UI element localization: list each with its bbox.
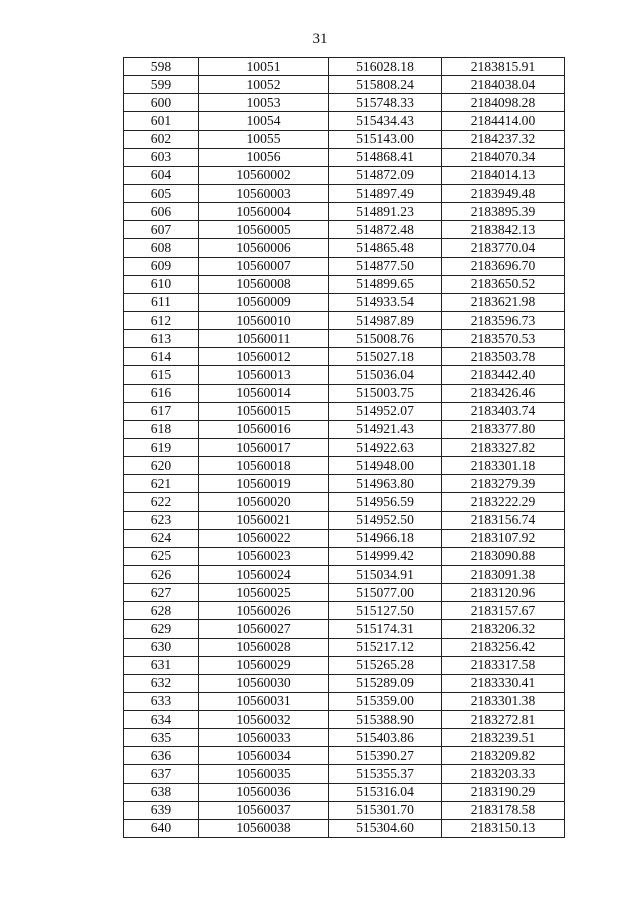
y-coordinate-cell: 2183842.13	[442, 221, 565, 239]
row-number-cell: 602	[124, 130, 199, 148]
y-coordinate-cell: 2183377.80	[442, 420, 565, 438]
y-coordinate-cell: 2183815.91	[442, 58, 565, 76]
point-id-cell: 10056	[199, 148, 329, 166]
table-row	[124, 529, 565, 547]
x-coordinate-cell: 514868.41	[329, 148, 442, 166]
row-number-cell: 615	[124, 366, 199, 384]
row-number-cell: 639	[124, 801, 199, 819]
point-id-cell: 10560038	[199, 819, 329, 837]
x-coordinate-cell: 515359.00	[329, 692, 442, 710]
table-row	[124, 511, 565, 529]
row-number-cell: 637	[124, 765, 199, 783]
table-row	[124, 239, 565, 257]
point-id-cell: 10560029	[199, 656, 329, 674]
table-row	[124, 311, 565, 329]
table-row	[124, 221, 565, 239]
table-row	[124, 674, 565, 692]
y-coordinate-cell: 2183770.04	[442, 239, 565, 257]
row-number-cell: 629	[124, 620, 199, 638]
x-coordinate-cell: 514877.50	[329, 257, 442, 275]
y-coordinate-cell: 2183650.52	[442, 275, 565, 293]
y-coordinate-cell: 2183150.13	[442, 819, 565, 837]
y-coordinate-cell: 2183570.53	[442, 330, 565, 348]
x-coordinate-cell: 515355.37	[329, 765, 442, 783]
table-row	[124, 765, 565, 783]
table-row	[124, 729, 565, 747]
x-coordinate-cell: 515390.27	[329, 747, 442, 765]
x-coordinate-cell: 514872.48	[329, 221, 442, 239]
row-number-cell: 611	[124, 293, 199, 311]
x-coordinate-cell: 514963.80	[329, 475, 442, 493]
point-id-cell: 10053	[199, 94, 329, 112]
row-number-cell: 609	[124, 257, 199, 275]
x-coordinate-cell: 515289.09	[329, 674, 442, 692]
row-number-cell: 603	[124, 148, 199, 166]
point-id-cell: 10560003	[199, 184, 329, 202]
point-id-cell: 10560006	[199, 239, 329, 257]
row-number-cell: 606	[124, 203, 199, 221]
row-number-cell: 636	[124, 747, 199, 765]
y-coordinate-cell: 2183279.39	[442, 475, 565, 493]
point-id-cell: 10560004	[199, 203, 329, 221]
y-coordinate-cell: 2183596.73	[442, 311, 565, 329]
row-number-cell: 620	[124, 457, 199, 475]
coordinates-table-body	[124, 58, 565, 838]
point-id-cell: 10055	[199, 130, 329, 148]
table-row	[124, 58, 565, 76]
x-coordinate-cell: 514872.09	[329, 166, 442, 184]
x-coordinate-cell: 515434.43	[329, 112, 442, 130]
y-coordinate-cell: 2183178.58	[442, 801, 565, 819]
y-coordinate-cell: 2184014.13	[442, 166, 565, 184]
y-coordinate-cell: 2183327.82	[442, 438, 565, 456]
table-row	[124, 166, 565, 184]
point-id-cell: 10560005	[199, 221, 329, 239]
table-row	[124, 148, 565, 166]
row-number-cell: 630	[124, 638, 199, 656]
point-id-cell: 10560016	[199, 420, 329, 438]
x-coordinate-cell: 515403.86	[329, 729, 442, 747]
row-number-cell: 600	[124, 94, 199, 112]
point-id-cell: 10560036	[199, 783, 329, 801]
point-id-cell: 10560015	[199, 402, 329, 420]
row-number-cell: 640	[124, 819, 199, 837]
point-id-cell: 10560009	[199, 293, 329, 311]
table-row	[124, 711, 565, 729]
row-number-cell: 625	[124, 547, 199, 565]
point-id-cell: 10560002	[199, 166, 329, 184]
table-row	[124, 783, 565, 801]
point-id-cell: 10560032	[199, 711, 329, 729]
x-coordinate-cell: 515027.18	[329, 348, 442, 366]
y-coordinate-cell: 2183090.88	[442, 547, 565, 565]
point-id-cell: 10560026	[199, 602, 329, 620]
row-number-cell: 618	[124, 420, 199, 438]
point-id-cell: 10560037	[199, 801, 329, 819]
table-row	[124, 184, 565, 202]
y-coordinate-cell: 2183301.38	[442, 692, 565, 710]
point-id-cell: 10560031	[199, 692, 329, 710]
y-coordinate-cell: 2183403.74	[442, 402, 565, 420]
y-coordinate-cell: 2183107.92	[442, 529, 565, 547]
row-number-cell: 624	[124, 529, 199, 547]
y-coordinate-cell: 2183203.33	[442, 765, 565, 783]
y-coordinate-cell: 2183239.51	[442, 729, 565, 747]
y-coordinate-cell: 2184038.04	[442, 76, 565, 94]
table-row	[124, 348, 565, 366]
x-coordinate-cell: 515077.00	[329, 584, 442, 602]
point-id-cell: 10560007	[199, 257, 329, 275]
x-coordinate-cell: 514891.23	[329, 203, 442, 221]
point-id-cell: 10560030	[199, 674, 329, 692]
point-id-cell: 10560012	[199, 348, 329, 366]
coordinates-table	[123, 57, 565, 838]
point-id-cell: 10560011	[199, 330, 329, 348]
x-coordinate-cell: 515265.28	[329, 656, 442, 674]
point-id-cell: 10560019	[199, 475, 329, 493]
x-coordinate-cell: 515304.60	[329, 819, 442, 837]
x-coordinate-cell: 515808.24	[329, 76, 442, 94]
table-row	[124, 801, 565, 819]
x-coordinate-cell: 514899.65	[329, 275, 442, 293]
row-number-cell: 619	[124, 438, 199, 456]
y-coordinate-cell: 2183330.41	[442, 674, 565, 692]
y-coordinate-cell: 2184070.34	[442, 148, 565, 166]
y-coordinate-cell: 2183949.48	[442, 184, 565, 202]
table-row	[124, 584, 565, 602]
table-row	[124, 638, 565, 656]
row-number-cell: 605	[124, 184, 199, 202]
table-row	[124, 330, 565, 348]
table-row	[124, 656, 565, 674]
y-coordinate-cell: 2183156.74	[442, 511, 565, 529]
table-row	[124, 493, 565, 511]
y-coordinate-cell: 2184414.00	[442, 112, 565, 130]
point-id-cell: 10560021	[199, 511, 329, 529]
y-coordinate-cell: 2183696.70	[442, 257, 565, 275]
row-number-cell: 599	[124, 76, 199, 94]
y-coordinate-cell: 2183503.78	[442, 348, 565, 366]
y-coordinate-cell: 2183209.82	[442, 747, 565, 765]
y-coordinate-cell: 2183442.40	[442, 366, 565, 384]
x-coordinate-cell: 514922.63	[329, 438, 442, 456]
point-id-cell: 10560025	[199, 584, 329, 602]
table-row	[124, 94, 565, 112]
table-row	[124, 293, 565, 311]
point-id-cell: 10051	[199, 58, 329, 76]
table-row	[124, 602, 565, 620]
y-coordinate-cell: 2183272.81	[442, 711, 565, 729]
row-number-cell: 638	[124, 783, 199, 801]
y-coordinate-cell: 2183317.58	[442, 656, 565, 674]
point-id-cell: 10560013	[199, 366, 329, 384]
x-coordinate-cell: 514999.42	[329, 547, 442, 565]
x-coordinate-cell: 515301.70	[329, 801, 442, 819]
table-row	[124, 747, 565, 765]
point-id-cell: 10560028	[199, 638, 329, 656]
row-number-cell: 613	[124, 330, 199, 348]
x-coordinate-cell: 514921.43	[329, 420, 442, 438]
row-number-cell: 634	[124, 711, 199, 729]
point-id-cell: 10560027	[199, 620, 329, 638]
point-id-cell: 10560014	[199, 384, 329, 402]
table-row	[124, 819, 565, 837]
row-number-cell: 627	[124, 584, 199, 602]
x-coordinate-cell: 514956.59	[329, 493, 442, 511]
x-coordinate-cell: 514952.07	[329, 402, 442, 420]
table-row	[124, 547, 565, 565]
x-coordinate-cell: 514865.48	[329, 239, 442, 257]
x-coordinate-cell: 514952.50	[329, 511, 442, 529]
x-coordinate-cell: 514987.89	[329, 311, 442, 329]
table-row	[124, 203, 565, 221]
point-id-cell: 10560033	[199, 729, 329, 747]
x-coordinate-cell: 516028.18	[329, 58, 442, 76]
row-number-cell: 631	[124, 656, 199, 674]
y-coordinate-cell: 2184237.32	[442, 130, 565, 148]
table-row	[124, 565, 565, 583]
x-coordinate-cell: 514933.54	[329, 293, 442, 311]
row-number-cell: 610	[124, 275, 199, 293]
table-row	[124, 275, 565, 293]
row-number-cell: 617	[124, 402, 199, 420]
table-row	[124, 112, 565, 130]
point-id-cell: 10560022	[199, 529, 329, 547]
point-id-cell: 10560008	[199, 275, 329, 293]
x-coordinate-cell: 515748.33	[329, 94, 442, 112]
table-row	[124, 475, 565, 493]
y-coordinate-cell: 2183206.32	[442, 620, 565, 638]
table-row	[124, 420, 565, 438]
x-coordinate-cell: 515217.12	[329, 638, 442, 656]
x-coordinate-cell: 515143.00	[329, 130, 442, 148]
point-id-cell: 10560034	[199, 747, 329, 765]
y-coordinate-cell: 2183120.96	[442, 584, 565, 602]
x-coordinate-cell: 514948.00	[329, 457, 442, 475]
page-number: 31	[312, 31, 328, 47]
x-coordinate-cell: 515003.75	[329, 384, 442, 402]
row-number-cell: 628	[124, 602, 199, 620]
y-coordinate-cell: 2183256.42	[442, 638, 565, 656]
row-number-cell: 616	[124, 384, 199, 402]
y-coordinate-cell: 2183895.39	[442, 203, 565, 221]
table-row	[124, 438, 565, 456]
row-number-cell: 604	[124, 166, 199, 184]
row-number-cell: 601	[124, 112, 199, 130]
row-number-cell: 626	[124, 565, 199, 583]
x-coordinate-cell: 514966.18	[329, 529, 442, 547]
x-coordinate-cell: 515316.04	[329, 783, 442, 801]
x-coordinate-cell: 515036.04	[329, 366, 442, 384]
point-id-cell: 10560035	[199, 765, 329, 783]
point-id-cell: 10560018	[199, 457, 329, 475]
row-number-cell: 598	[124, 58, 199, 76]
table-row	[124, 620, 565, 638]
row-number-cell: 622	[124, 493, 199, 511]
point-id-cell: 10560020	[199, 493, 329, 511]
y-coordinate-cell: 2183190.29	[442, 783, 565, 801]
x-coordinate-cell: 515034.91	[329, 565, 442, 583]
row-number-cell: 612	[124, 311, 199, 329]
row-number-cell: 635	[124, 729, 199, 747]
y-coordinate-cell: 2183426.46	[442, 384, 565, 402]
point-id-cell: 10560023	[199, 547, 329, 565]
x-coordinate-cell: 514897.49	[329, 184, 442, 202]
x-coordinate-cell: 515174.31	[329, 620, 442, 638]
row-number-cell: 632	[124, 674, 199, 692]
table-row	[124, 402, 565, 420]
table-row	[124, 76, 565, 94]
y-coordinate-cell: 2183621.98	[442, 293, 565, 311]
table-row	[124, 384, 565, 402]
row-number-cell: 607	[124, 221, 199, 239]
point-id-cell: 10560010	[199, 311, 329, 329]
row-number-cell: 614	[124, 348, 199, 366]
table-row	[124, 130, 565, 148]
y-coordinate-cell: 2183091.38	[442, 565, 565, 583]
x-coordinate-cell: 515008.76	[329, 330, 442, 348]
table-row	[124, 692, 565, 710]
row-number-cell: 621	[124, 475, 199, 493]
row-number-cell: 623	[124, 511, 199, 529]
x-coordinate-cell: 515388.90	[329, 711, 442, 729]
point-id-cell: 10560024	[199, 565, 329, 583]
row-number-cell: 608	[124, 239, 199, 257]
point-id-cell: 10054	[199, 112, 329, 130]
y-coordinate-cell: 2183301.18	[442, 457, 565, 475]
table-row	[124, 457, 565, 475]
y-coordinate-cell: 2183222.29	[442, 493, 565, 511]
point-id-cell: 10052	[199, 76, 329, 94]
x-coordinate-cell: 515127.50	[329, 602, 442, 620]
table-row	[124, 366, 565, 384]
table-row	[124, 257, 565, 275]
point-id-cell: 10560017	[199, 438, 329, 456]
row-number-cell: 633	[124, 692, 199, 710]
y-coordinate-cell: 2183157.67	[442, 602, 565, 620]
y-coordinate-cell: 2184098.28	[442, 94, 565, 112]
